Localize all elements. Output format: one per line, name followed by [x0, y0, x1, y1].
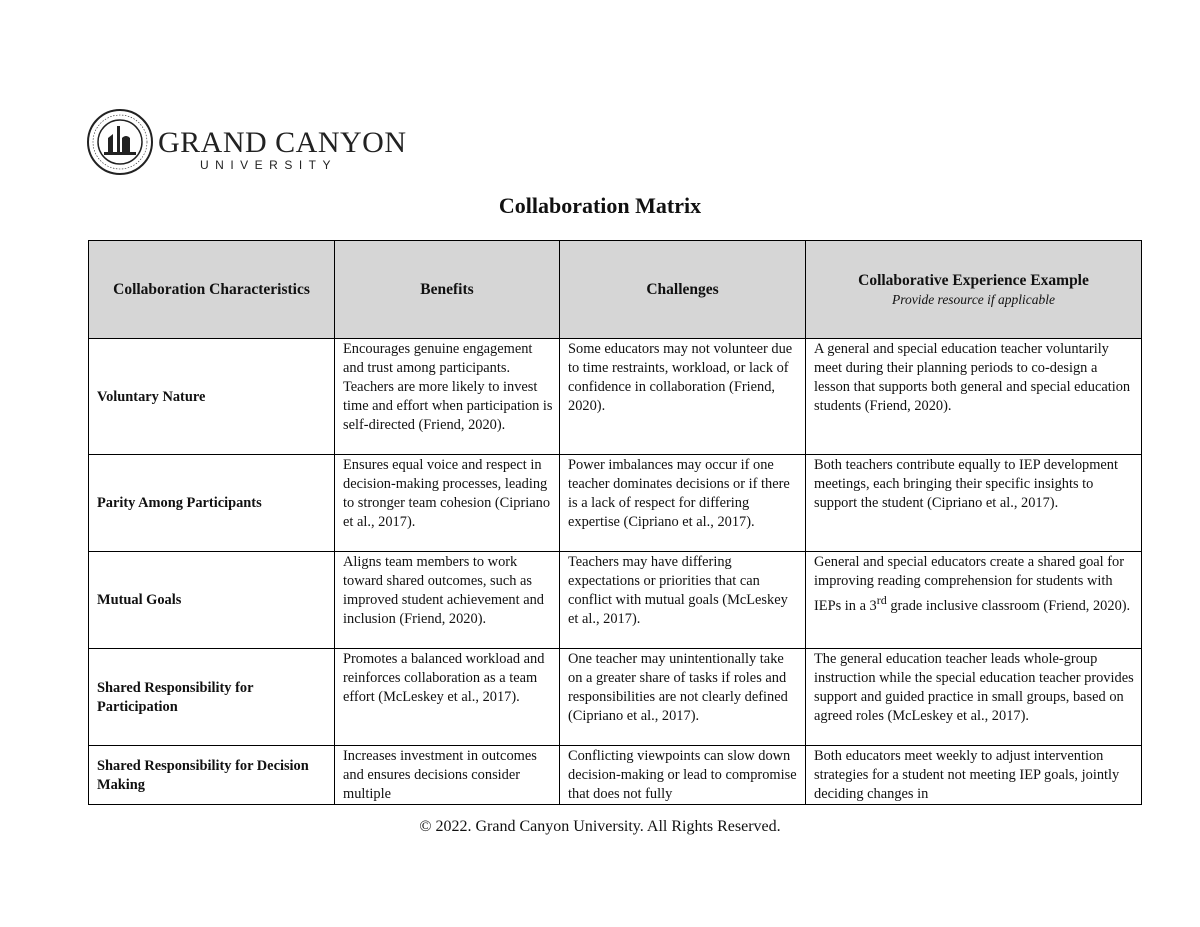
- table-row: [89, 746, 1142, 805]
- row-characteristic: Mutual Goals: [89, 552, 335, 649]
- column-header-benefits: Benefits: [335, 241, 560, 339]
- row-challenges: One teacher may unintentionally take on a greater share of tasks if roles and responsibilities are not clearly defined (Cipriano et al., 2017).: [560, 649, 806, 746]
- row-challenges: Power imbalances may occur if one teacher dominates decisions or if there is a lack of respect for differing expertise (Cipriano et al., 2017).: [560, 455, 806, 552]
- row-benefits: Encourages genuine engagement and trust among participants. Teachers are more likely to invest time and effort when participation is self-directed (Friend, 2020).: [335, 339, 560, 455]
- column-header-example-note: Provide resource if applicable: [891, 292, 1056, 307]
- table-row: [89, 339, 1142, 455]
- university-seal-icon: [86, 108, 154, 176]
- column-header-example: [806, 241, 1142, 339]
- university-logo: [86, 108, 407, 178]
- row-example-text-post: grade inclusive classroom (Friend, 2020).: [886, 597, 1131, 614]
- table-header-row: [89, 241, 1142, 339]
- row-challenges: Some educators may not volunteer due to time restraints, workload, or lack of confidence in collaboration (Friend, 2020).: [560, 339, 806, 455]
- row-example: The general education teacher leads whole-group instruction while the special education teacher provides support and guided practice in small groups, based on agreed roles (McLeskey et al., 2017).: [806, 649, 1142, 746]
- column-header-challenges: Challenges: [560, 241, 806, 339]
- row-example-text-pre: General and special educators create a shared goal for improving reading comprehension for students with IEPs in a 3: [814, 554, 1125, 614]
- row-challenges: Teachers may have differing expectations or priorities that can conflict with mutual goals (McLeskey et al., 2017).: [560, 552, 806, 649]
- collaboration-matrix-table: [88, 240, 1142, 805]
- column-header-characteristics: Collaboration Characteristics: [89, 241, 335, 339]
- row-benefits: [335, 746, 560, 805]
- row-challenges: [560, 746, 806, 805]
- column-header-example-label: Collaborative Experience Example: [858, 272, 1089, 289]
- row-characteristic: Shared Responsibility for Decision Making: [89, 746, 335, 805]
- table-row: [89, 455, 1142, 552]
- page-title: Collaboration Matrix: [498, 193, 702, 218]
- logo-subtitle: UNIVERSITY: [200, 158, 338, 172]
- row-characteristic: Parity Among Participants: [89, 455, 335, 552]
- row-example: [806, 552, 1142, 649]
- row-example: [806, 746, 1142, 805]
- row-benefits: Ensures equal voice and respect in decision-making processes, leading to stronger team cohesion (Cipriano et al., 2017).: [335, 455, 560, 552]
- table-row: [89, 552, 1142, 649]
- row-benefits: Promotes a balanced workload and reinforces collaboration as a team effort (McLeskey et al., 2017).: [335, 649, 560, 746]
- row-benefits-text: Increases investment in outcomes and ensures decisions consider multiple: [343, 748, 537, 802]
- row-characteristic: Voluntary Nature: [89, 339, 335, 455]
- row-example-ordinal-suffix: rd: [876, 593, 887, 607]
- row-characteristic: Shared Responsibility for Participation: [89, 649, 335, 746]
- row-example: Both teachers contribute equally to IEP development meetings, each bringing their specific insights to support the student (Cipriano et al., 2017).: [806, 455, 1142, 552]
- table-row: [89, 649, 1142, 746]
- logo-wordmark: GRAND CANYON: [158, 126, 407, 159]
- row-challenges-text: Conflicting viewpoints can slow down decision-making or lead to compromise that does not fully: [568, 748, 797, 802]
- row-example-text: Both educators meet weekly to adjust intervention strategies for a student not meeting IEP goals, jointly deciding changes in: [814, 748, 1120, 802]
- copyright-footer: © 2022. Grand Canyon University. All Rights Reserved.: [419, 818, 781, 835]
- row-example: A general and special education teacher voluntarily meet during their planning periods to co-design a lesson that supports both general and special education students (Friend, 2020).: [806, 339, 1142, 455]
- row-benefits: Aligns team members to work toward shared outcomes, such as improved student achievement and inclusion (Friend, 2020).: [335, 552, 560, 649]
